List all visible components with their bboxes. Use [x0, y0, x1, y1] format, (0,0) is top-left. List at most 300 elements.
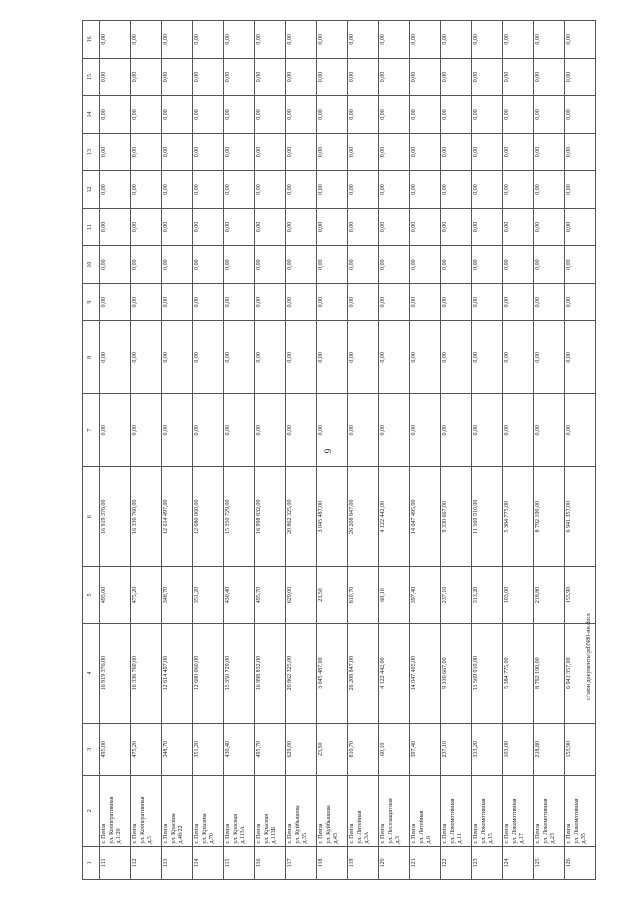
address-line: ул. Красная [232, 813, 239, 844]
value-cell: 0,00 [565, 21, 596, 59]
row-number-cell: 113 [162, 846, 193, 879]
address-line: г. Пенза [566, 823, 572, 844]
address-line: ул. Кооперативная [139, 796, 146, 844]
value-cell: 430,40 [224, 567, 255, 623]
value-cell: 0,00 [410, 58, 441, 96]
value-cell: 16 998 832,00 [255, 467, 286, 567]
address-line: д.113А [240, 825, 247, 844]
value-cell: 0,00 [379, 133, 410, 171]
address-line: ул. Куйбышева [294, 805, 301, 844]
value-cell: 0,00 [472, 208, 503, 246]
address-cell [379, 775, 410, 846]
address-line: д.35 [302, 833, 309, 844]
value-cell: 0,00 [534, 246, 565, 284]
address-line: д.23 [550, 833, 557, 844]
table-row [131, 21, 162, 880]
value-cell: 0,00 [131, 321, 162, 394]
value-cell: 0,00 [255, 96, 286, 134]
value-cell: 348,70 [162, 567, 193, 623]
value-cell: 0,00 [441, 321, 472, 394]
value-cell: 0,00 [503, 246, 534, 284]
table-row [286, 21, 317, 880]
value-cell: 0,00 [348, 133, 379, 171]
value-cell: 0,00 [379, 394, 410, 467]
column-header: 2 [83, 775, 100, 846]
value-cell: 218,80 [534, 723, 565, 775]
value-cell: 0,00 [193, 321, 224, 394]
value-cell: 0,00 [565, 246, 596, 284]
value-cell: 0,00 [410, 133, 441, 171]
value-cell: 0,00 [193, 246, 224, 284]
value-cell: 0,00 [534, 208, 565, 246]
value-cell: 0,00 [100, 394, 131, 467]
value-cell: 0,00 [441, 58, 472, 96]
value-cell: 0,00 [193, 96, 224, 134]
value-cell: 0,00 [534, 394, 565, 467]
value-cell: 0,00 [317, 321, 348, 394]
value-cell: 0,00 [286, 394, 317, 467]
address-line: ул. Литейная [418, 810, 425, 844]
column-header: 10 [83, 246, 100, 284]
address-line: ул. Локомотивная [480, 798, 487, 844]
value-cell: 0,00 [286, 21, 317, 59]
address-line: г. Пенза [287, 823, 293, 844]
value-cell: 0,00 [317, 96, 348, 134]
page-number: 9 [323, 448, 333, 454]
value-cell: 0,00 [410, 21, 441, 59]
table-row [193, 21, 224, 880]
value-cell: 6 941 357,00 [565, 467, 596, 567]
value-cell: 12 680 060,00 [193, 467, 224, 567]
value-cell: 0,00 [565, 96, 596, 134]
value-cell: 3 045 487,00 [317, 623, 348, 723]
value-cell: 495,00 [100, 723, 131, 775]
value-cell: 0,00 [131, 21, 162, 59]
value-cell: 0,00 [441, 96, 472, 134]
value-cell: 0,00 [503, 171, 534, 209]
value-cell: 0,00 [100, 96, 131, 134]
data-table [82, 20, 596, 880]
address-line: г. Пенза [132, 823, 138, 844]
value-cell: 16 919 376,00 [100, 467, 131, 567]
table-row [565, 21, 596, 880]
value-cell: 0,00 [534, 171, 565, 209]
address-line: г. Пенза [504, 823, 510, 844]
address-line: ул. Красина [170, 813, 177, 844]
address-line: д.11 [457, 833, 464, 844]
footer-file-path: c:\мои документы\pd\N80-ин.docx [586, 613, 592, 700]
value-cell: 0,00 [193, 21, 224, 59]
address-line: ул. Лесозащитная [387, 798, 394, 844]
address-line: д.48/22 [178, 825, 185, 844]
address-cell [317, 775, 348, 846]
value-cell: 0,00 [131, 394, 162, 467]
row-number-cell: 124 [503, 846, 534, 879]
value-cell: 0,00 [503, 394, 534, 467]
value-cell: 0,00 [348, 394, 379, 467]
value-cell: 0,00 [379, 58, 410, 96]
value-cell: 0,00 [317, 208, 348, 246]
value-cell: 0,00 [131, 58, 162, 96]
address-cell [162, 775, 193, 846]
value-cell: 430,40 [224, 723, 255, 775]
value-cell: 60,10 [379, 723, 410, 775]
address-line: г. Пенза [442, 823, 448, 844]
value-cell: 629,00 [286, 723, 317, 775]
value-cell: 0,00 [565, 321, 596, 394]
row-number-cell: 117 [286, 846, 317, 879]
value-cell: 0,00 [100, 283, 131, 321]
value-cell: 0,00 [317, 21, 348, 59]
row-number-cell: 125 [534, 846, 565, 879]
address-line: д.43 [333, 833, 340, 844]
value-cell: 0,00 [503, 96, 534, 134]
address-line: ул. Локомотивная [511, 798, 518, 844]
value-cell: 0,00 [224, 133, 255, 171]
value-cell: 5 384 775,00 [503, 467, 534, 567]
value-cell: 5 384 775,00 [503, 623, 534, 723]
address-line: ул. Красная [263, 813, 270, 844]
value-cell: 0,00 [534, 133, 565, 171]
address-line: д.5 [147, 836, 154, 844]
value-cell: 0,00 [193, 208, 224, 246]
value-cell: 0,00 [162, 171, 193, 209]
value-cell: 0,00 [565, 208, 596, 246]
value-cell: 0,00 [441, 394, 472, 467]
value-cell: 0,00 [441, 208, 472, 246]
value-cell: 0,00 [379, 283, 410, 321]
row-number-cell: 116 [255, 846, 286, 879]
value-cell: 397,40 [410, 723, 441, 775]
value-cell: 0,00 [193, 171, 224, 209]
address-line: г. Пенза [411, 823, 417, 844]
value-cell: 23,50 [317, 567, 348, 623]
value-cell: 0,00 [193, 283, 224, 321]
value-cell: 0,00 [379, 321, 410, 394]
value-cell: 0,00 [410, 96, 441, 134]
value-cell: 8 792 190,00 [534, 623, 565, 723]
value-cell: 0,00 [224, 171, 255, 209]
value-cell: 0,00 [410, 246, 441, 284]
column-header: 16 [83, 21, 100, 59]
value-cell: 0,00 [472, 394, 503, 467]
value-cell: 237,10 [441, 723, 472, 775]
value-cell: 351,20 [193, 567, 224, 623]
value-cell: 0,00 [348, 208, 379, 246]
value-cell: 0,00 [317, 246, 348, 284]
address-line: д.70 [209, 833, 216, 844]
rotated-table-container [82, 20, 588, 880]
value-cell: 0,00 [286, 171, 317, 209]
value-cell: 313,20 [472, 723, 503, 775]
value-cell: 0,00 [100, 321, 131, 394]
column-header: 3 [83, 723, 100, 775]
address-line: г. Пенза [473, 823, 479, 844]
value-cell: 0,00 [100, 133, 131, 171]
table-body [83, 21, 596, 880]
value-cell: 103,00 [503, 567, 534, 623]
value-cell: 11 569 910,00 [472, 467, 503, 567]
value-cell: 0,00 [193, 58, 224, 96]
value-cell: 14 047 495,00 [410, 467, 441, 567]
column-header: 15 [83, 58, 100, 96]
value-cell: 0,00 [565, 171, 596, 209]
value-cell: 0,00 [503, 58, 534, 96]
value-cell: 0,00 [348, 246, 379, 284]
value-cell: 0,00 [255, 394, 286, 467]
row-number-cell: 120 [379, 846, 410, 879]
address-line: д.113Б [271, 826, 278, 844]
address-line: ул. Литейная [356, 810, 363, 844]
value-cell: 810,70 [348, 723, 379, 775]
value-cell: 0,00 [410, 208, 441, 246]
table-row [348, 21, 379, 880]
column-header: 14 [83, 96, 100, 134]
value-cell: 12 680 060,00 [193, 623, 224, 723]
value-cell: 0,00 [162, 58, 193, 96]
address-line: д.17 [519, 833, 526, 844]
value-cell: 155,90 [565, 723, 596, 775]
value-cell: 155,90 [565, 567, 596, 623]
value-cell: 16 336 760,00 [131, 623, 162, 723]
address-line: г. Пенза [101, 823, 107, 844]
value-cell: 0,00 [379, 96, 410, 134]
value-cell: 14 047 495,00 [410, 623, 441, 723]
value-cell: 26 208 847,00 [348, 623, 379, 723]
address-line: г. Пенза [380, 823, 386, 844]
value-cell: 397,40 [410, 567, 441, 623]
address-cell [131, 775, 162, 846]
value-cell: 218,80 [534, 567, 565, 623]
value-cell: 475,20 [131, 723, 162, 775]
value-cell: 0,00 [565, 133, 596, 171]
value-cell: 0,00 [162, 96, 193, 134]
value-cell: 0,00 [379, 246, 410, 284]
value-cell: 0,00 [503, 208, 534, 246]
value-cell: 0,00 [472, 58, 503, 96]
address-line: ул. Локомотивная [573, 798, 580, 844]
value-cell: 0,00 [286, 133, 317, 171]
value-cell: 0,00 [255, 321, 286, 394]
value-cell: 60,10 [379, 567, 410, 623]
value-cell: 0,00 [162, 21, 193, 59]
value-cell: 0,00 [379, 208, 410, 246]
value-cell: 0,00 [379, 21, 410, 59]
value-cell: 237,10 [441, 567, 472, 623]
value-cell: 20 862 325,00 [286, 623, 317, 723]
address-line: г. Пенза [349, 823, 355, 844]
value-cell: 15 350 729,00 [224, 623, 255, 723]
value-cell: 0,00 [100, 208, 131, 246]
value-cell: 9 330 667,00 [441, 467, 472, 567]
value-cell: 0,00 [317, 283, 348, 321]
value-cell: 0,00 [224, 394, 255, 467]
address-cell [503, 775, 534, 846]
address-line: ул. Кооперативная [108, 796, 115, 844]
table-row [255, 21, 286, 880]
address-cell [348, 775, 379, 846]
value-cell: 0,00 [131, 96, 162, 134]
address-line: г. Пенза [194, 823, 200, 844]
address-line: ул. Локомотивная [449, 798, 456, 844]
value-cell: 26 208 847,00 [348, 467, 379, 567]
value-cell: 0,00 [224, 246, 255, 284]
table-row [503, 21, 534, 880]
value-cell: 23,50 [317, 723, 348, 775]
value-cell: 810,70 [348, 567, 379, 623]
address-cell [100, 775, 131, 846]
address-cell [410, 775, 441, 846]
value-cell: 0,00 [255, 246, 286, 284]
value-cell: 0,00 [503, 321, 534, 394]
value-cell: 0,00 [131, 133, 162, 171]
value-cell: 351,20 [193, 723, 224, 775]
column-header: 11 [83, 208, 100, 246]
row-number-cell: 115 [224, 846, 255, 879]
row-number-cell: 119 [348, 846, 379, 879]
value-cell: 0,00 [472, 21, 503, 59]
address-cell [224, 775, 255, 846]
column-header: 4 [83, 623, 100, 723]
value-cell: 0,00 [410, 321, 441, 394]
value-cell: 0,00 [534, 283, 565, 321]
row-number-cell: 118 [317, 846, 348, 879]
address-cell [286, 775, 317, 846]
value-cell: 0,00 [348, 21, 379, 59]
value-cell: 0,00 [224, 208, 255, 246]
row-number-cell: 123 [472, 846, 503, 879]
row-number-cell: 126 [565, 846, 596, 879]
table-row [534, 21, 565, 880]
value-cell: 0,00 [131, 208, 162, 246]
value-cell: 0,00 [162, 321, 193, 394]
address-line: д.35 [581, 833, 588, 844]
value-cell: 0,00 [224, 96, 255, 134]
value-cell: 0,00 [255, 58, 286, 96]
value-cell: 0,00 [286, 246, 317, 284]
value-cell: 0,00 [472, 246, 503, 284]
value-cell: 3 045 487,00 [317, 467, 348, 567]
address-cell [441, 775, 472, 846]
address-line: г. Пенза [535, 823, 541, 844]
value-cell: 0,00 [534, 321, 565, 394]
value-cell: 15 350 729,00 [224, 467, 255, 567]
value-cell: 12 614 497,00 [162, 467, 193, 567]
value-cell: 0,00 [441, 133, 472, 171]
column-header: 8 [83, 321, 100, 394]
table-row [100, 21, 131, 880]
table-row [441, 21, 472, 880]
row-number-cell: 121 [410, 846, 441, 879]
row-number-cell: 114 [193, 846, 224, 879]
value-cell: 0,00 [317, 58, 348, 96]
value-cell: 0,00 [193, 133, 224, 171]
value-cell: 6 941 357,00 [565, 623, 596, 723]
value-cell: 0,00 [348, 321, 379, 394]
column-header: 13 [83, 133, 100, 171]
row-number-cell: 111 [100, 846, 131, 879]
address-cell [255, 775, 286, 846]
value-cell: 0,00 [410, 171, 441, 209]
value-cell: 0,00 [100, 246, 131, 284]
value-cell: 0,00 [348, 283, 379, 321]
value-cell: 0,00 [255, 171, 286, 209]
row-number-cell: 112 [131, 846, 162, 879]
value-cell: 0,00 [162, 394, 193, 467]
value-cell: 16 919 376,00 [100, 623, 131, 723]
value-cell: 0,00 [317, 133, 348, 171]
value-cell: 0,00 [441, 283, 472, 321]
table-row [162, 21, 193, 880]
column-header: 5 [83, 567, 100, 623]
value-cell: 495,00 [100, 567, 131, 623]
value-cell: 0,00 [565, 58, 596, 96]
address-line: д.1/20 [116, 828, 123, 844]
value-cell: 4 122 442,00 [379, 623, 410, 723]
value-cell: 12 614 497,00 [162, 623, 193, 723]
value-cell: 0,00 [472, 96, 503, 134]
value-cell: 0,00 [565, 394, 596, 467]
address-line: д.6 [426, 836, 433, 844]
value-cell: 0,00 [224, 321, 255, 394]
value-cell: 11 569 910,00 [472, 623, 503, 723]
value-cell: 0,00 [317, 171, 348, 209]
value-cell: 0,00 [503, 133, 534, 171]
header-row [83, 21, 100, 880]
value-cell: 16 998 832,00 [255, 623, 286, 723]
value-cell: 0,00 [534, 21, 565, 59]
value-cell: 0,00 [162, 133, 193, 171]
value-cell: 495,70 [255, 567, 286, 623]
value-cell: 0,00 [286, 283, 317, 321]
value-cell: 9 330 667,00 [441, 623, 472, 723]
table-row [379, 21, 410, 880]
value-cell: 0,00 [441, 21, 472, 59]
address-line: д.3А [364, 831, 371, 844]
address-line: г. Пенза [225, 823, 231, 844]
value-cell: 0,00 [348, 96, 379, 134]
value-cell: 0,00 [503, 283, 534, 321]
address-line: д.15 [488, 833, 495, 844]
value-cell: 0,00 [131, 246, 162, 284]
value-cell: 0,00 [255, 208, 286, 246]
value-cell: 4 122 442,00 [379, 467, 410, 567]
value-cell: 20 862 325,00 [286, 467, 317, 567]
value-cell: 0,00 [193, 394, 224, 467]
value-cell: 0,00 [255, 133, 286, 171]
value-cell: 0,00 [286, 96, 317, 134]
value-cell: 0,00 [348, 58, 379, 96]
address-cell [534, 775, 565, 846]
table-row [472, 21, 503, 880]
value-cell: 0,00 [286, 58, 317, 96]
value-cell: 103,00 [503, 723, 534, 775]
value-cell: 0,00 [410, 283, 441, 321]
value-cell: 0,00 [534, 96, 565, 134]
value-cell: 0,00 [472, 133, 503, 171]
value-cell: 0,00 [565, 283, 596, 321]
value-cell: 8 792 190,00 [534, 467, 565, 567]
value-cell: 0,00 [534, 58, 565, 96]
row-number-cell: 122 [441, 846, 472, 879]
value-cell: 0,00 [441, 246, 472, 284]
value-cell: 0,00 [162, 246, 193, 284]
value-cell: 348,70 [162, 723, 193, 775]
value-cell: 0,00 [286, 208, 317, 246]
value-cell: 0,00 [131, 283, 162, 321]
table-row [317, 21, 348, 880]
value-cell: 475,20 [131, 567, 162, 623]
